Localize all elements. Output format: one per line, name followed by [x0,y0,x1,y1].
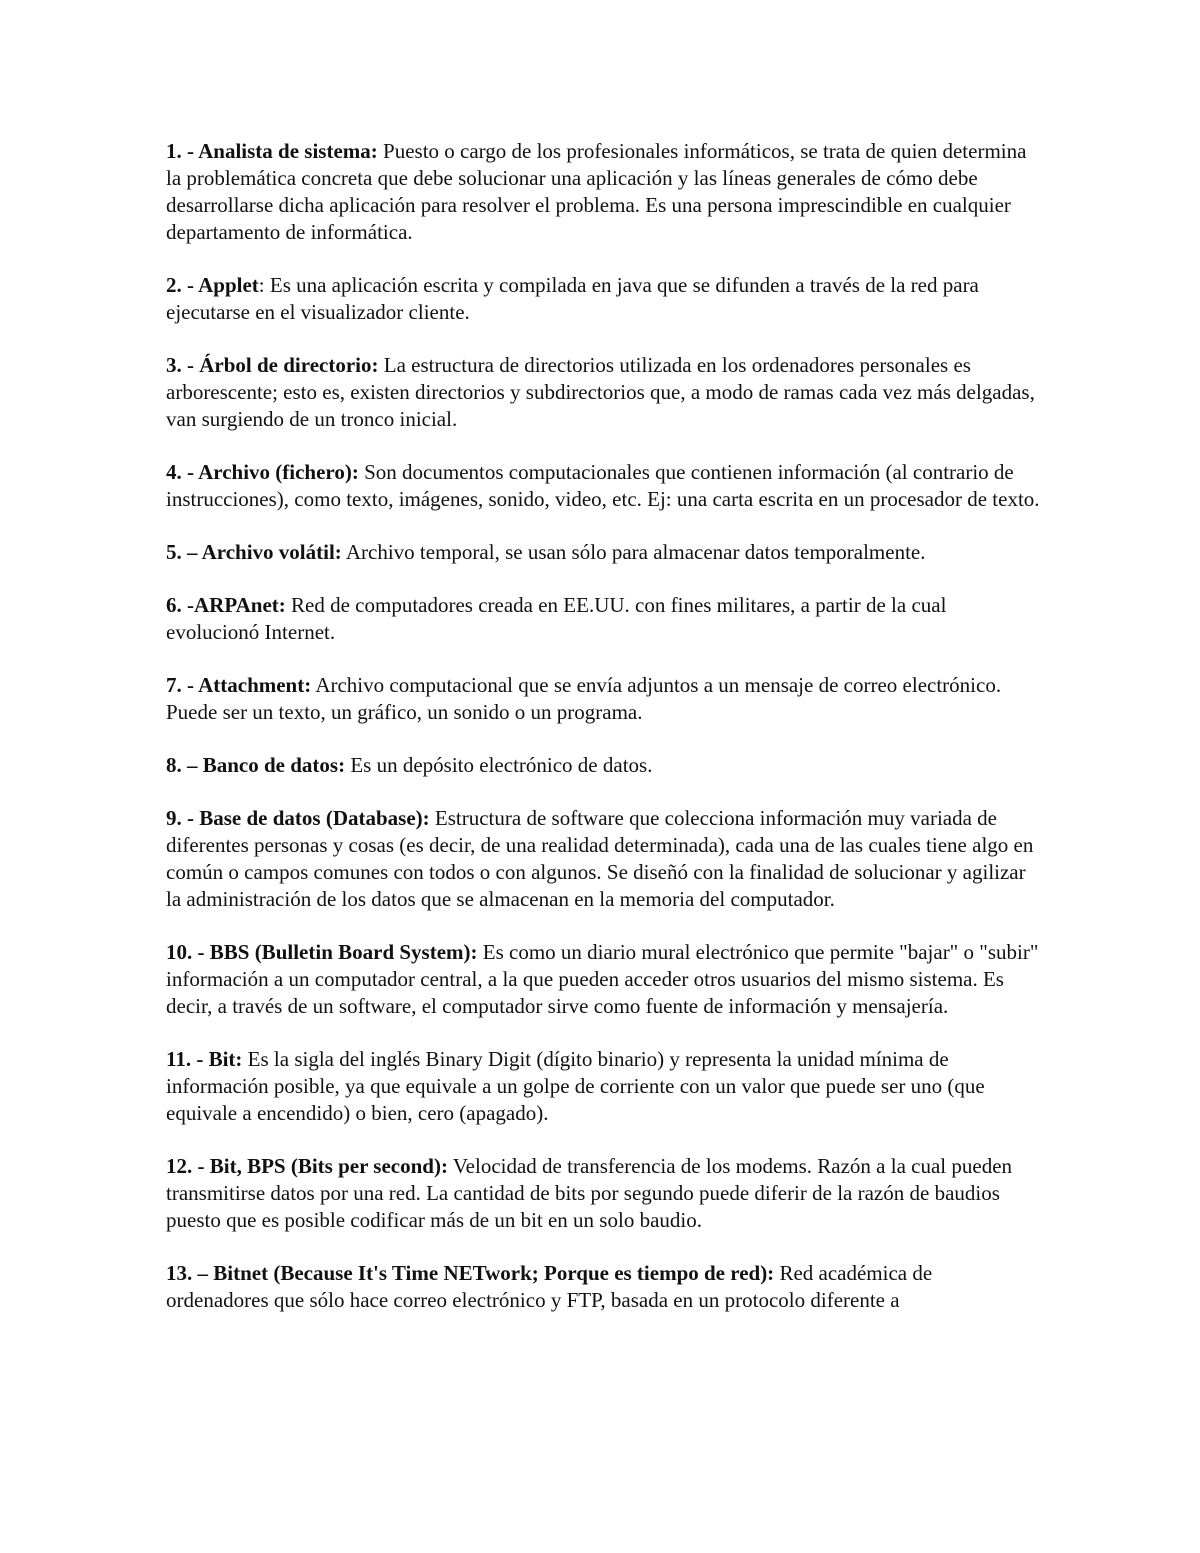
entry-definition: Es un depósito electrónico de datos. [345,753,653,777]
entry-number: 5. – [166,540,202,564]
glossary-entry-8 [166,752,1040,779]
glossary-entry-6 [166,592,1040,646]
entry-definition: Puesto o cargo de los profesionales informáticos, se trata de quien determina la problemática concreta que debe solucionar una aplicación y las líneas generales de cómo debe desarrollarse dicha aplicación para resolver el problema. Es una persona imprescindible en cualquier departamento de informática. [166,139,1027,244]
entry-number: 10. - [166,940,210,964]
entry-term: Applet [198,273,259,297]
glossary-entry-2 [166,272,1040,326]
entry-definition: Velocidad de transferencia de los modems. Razón a la cual pueden transmitirse datos por una red. La cantidad de bits por segundo puede diferir de la razón de baudios puesto que es posible codificar más de un bit en un solo baudio. [166,1154,1013,1232]
entry-number: 13. – [166,1261,214,1285]
glossary-entry-3 [166,352,1040,433]
entry-definition: : Es una aplicación escrita y compilada en java que se difunden a través de la red para ejecutarse en el visualizador cliente. [166,273,979,324]
glossary-entry-13 [166,1260,1040,1314]
entry-definition: Es como un diario mural electrónico que permite "bajar" o "subir" información a un computador central, a la que pueden acceder otros usuarios del mismo sistema. Es decir, a través de un software, el computador sirve como fuente de información y mensajería. [166,940,1039,1018]
entry-term: Base de datos (Database): [199,806,430,830]
glossary-entry-9 [166,805,1040,913]
entry-definition: Estructura de software que colecciona información muy variada de diferentes personas y cosas (es decir, de una realidad determinada), cada una de las cuales tiene algo en común o campos comunes con todos o con algunos. Se diseñó con la finalidad de solucionar y agilizar la administración de los datos que se almacenan en la memoria del computador. [166,806,1034,911]
glossary-entry-4 [166,459,1040,513]
entry-term: Bitnet (Because It's Time NETwork; Porque es tiempo de red): [213,1261,775,1285]
entry-term: ARPAnet: [194,593,286,617]
entry-term: BBS (Bulletin Board System): [209,940,478,964]
entry-term: Bit, BPS (Bits per second): [209,1154,448,1178]
entry-number: 7. - [166,673,199,697]
entry-definition: Archivo computacional que se envía adjuntos a un mensaje de correo electrónico. Puede ser un texto, un gráfico, un sonido o un programa. [166,673,1002,724]
entry-definition: La estructura de directorios utilizada en los ordenadores personales es arborescente; esto es, existen directorios y subdirectorios que, a modo de ramas cada vez más delgadas, van surgiendo de un tronco inicial. [166,353,1035,431]
glossary-entry-5 [166,539,1040,566]
entry-definition: Archivo temporal, se usan sólo para almacenar datos temporalmente. [341,540,926,564]
entry-term: Árbol de directorio: [199,353,379,377]
entry-term: Archivo (fichero): [198,460,359,484]
glossary-entry-11 [166,1046,1040,1127]
entry-number: 12. - [166,1154,210,1178]
entry-number: 9. - [166,806,200,830]
entry-term: Bit: [208,1047,243,1071]
glossary-entry-1 [166,138,1040,246]
entry-definition: Red académica de ordenadores que sólo hace correo electrónico y FTP, basada en un protocolo diferente a [166,1261,933,1312]
entry-term: Archivo volátil: [201,540,342,564]
glossary-entry-12 [166,1153,1040,1234]
glossary-entry-7 [166,672,1040,726]
entry-term: Analista de sistema: [198,139,378,163]
entry-number: 8. – [166,753,203,777]
entry-number: 1. - [166,139,199,163]
glossary-entry-10 [166,939,1040,1020]
entry-definition: Red de computadores creada en EE.UU. con fines militares, a partir de la cual evolucionó Internet. [166,593,947,644]
entry-number: 3. - [166,353,200,377]
entry-term: Banco de datos: [202,753,346,777]
entry-term: Attachment: [198,673,312,697]
entry-definition: Es la sigla del inglés Binary Digit (dígito binario) y representa la unidad mínima de información posible, ya que equivale a un golpe de corriente con un valor que puede ser uno (que equivale a encendido) o bien, cero (apagado). [166,1047,985,1125]
entry-number: 4. - [166,460,199,484]
entry-definition: Son documentos computacionales que contienen información (al contrario de instrucciones), como texto, imágenes, sonido, video, etc. Ej: una carta escrita en un procesador de texto. [166,460,1040,511]
entry-number: 2. - [166,273,199,297]
entry-number: 11. - [166,1047,209,1071]
entry-number: 6. - [166,593,194,617]
